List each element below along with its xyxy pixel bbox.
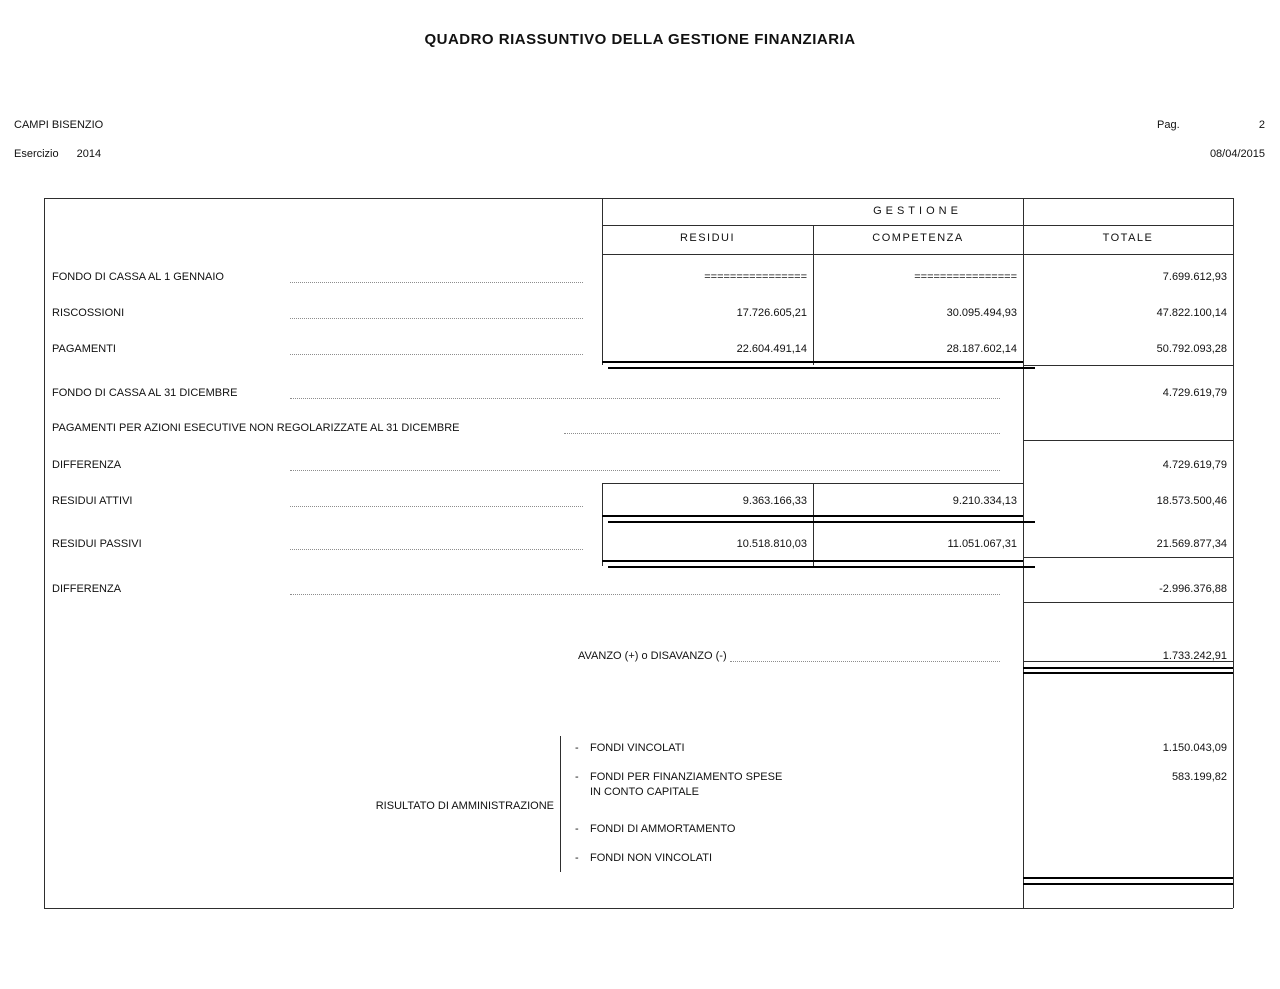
- esercizio-line: [14, 145, 101, 163]
- entity-name: CAMPI BISENZIO: [14, 119, 104, 131]
- leader-dots: [290, 318, 583, 319]
- cell-fondi-vincolati-totale: 1.150.043,09: [1162, 742, 1227, 754]
- cell-residui-attivi-residui: 9.363.166,33: [742, 495, 807, 507]
- group1-double-rule-bottom: [608, 367, 1035, 369]
- gestione-header-bottom-border: [602, 225, 1233, 226]
- risultato-amministrazione-label: RISULTATO DI AMMINISTRAZIONE: [375, 800, 554, 812]
- group1-double-rule-top: [602, 361, 1023, 363]
- table-right-border: [1233, 198, 1234, 908]
- cell-pagamenti-competenza: 28.187.602,14: [946, 343, 1017, 355]
- row-label-residui-attivi: RESIDUI ATTIVI: [52, 495, 133, 507]
- leader-dots: [290, 594, 1000, 595]
- cell-residui-passivi-competenza: 11.051.067,31: [947, 538, 1017, 550]
- totale-separator-1: [1023, 365, 1233, 366]
- risultato-item-fondi-ammortamento: FONDI DI AMMORTAMENTO: [590, 823, 736, 835]
- page-title: QUADRO RIASSUNTIVO DELLA GESTIONE FINANZIARIA: [424, 31, 856, 48]
- row-label-differenza-cassa: DIFFERENZA: [52, 459, 122, 471]
- cell-differenza-cassa-totale: 4.729.619,79: [1162, 459, 1227, 471]
- cell-riscossioni-residui: 17.726.605,21: [736, 307, 807, 319]
- cell-residui-passivi-residui: 10.518.810,03: [736, 538, 807, 550]
- cell-differenza-residui-totale: -2.996.376,88: [1159, 583, 1227, 595]
- cell-fondo-31-dicembre-totale: 4.729.619,79: [1162, 387, 1227, 399]
- residui-box-left-border: [602, 483, 603, 566]
- row-label-differenza-residui: DIFFERENZA: [52, 583, 122, 595]
- cell-fondo-cassa-totale: 7.699.612,93: [1162, 271, 1227, 283]
- cell-riscossioni-competenza: 30.095.494,93: [946, 307, 1017, 319]
- residui-attivi-double-rule-top: [602, 515, 1023, 517]
- cell-pagamenti-residui: 22.604.491,14: [736, 343, 807, 355]
- row-label-residui-passivi: RESIDUI PASSIVI: [52, 538, 142, 550]
- risultato-item-fondi-finanziamento-line1: FONDI PER FINANZIAMENTO SPESE: [590, 771, 783, 783]
- cell-pagamenti-totale: 50.792.093,28: [1156, 343, 1227, 355]
- table-left-border: [44, 198, 45, 908]
- column-header-totale: TOTALE: [1102, 232, 1154, 244]
- column-header-bottom-border: [602, 254, 1233, 255]
- totale-separator-3: [1023, 557, 1233, 558]
- pag-number: 2: [1258, 119, 1265, 131]
- row-label-fondo-cassa-1-gennaio: FONDO DI CASSA AL 1 GENNAIO: [52, 271, 224, 283]
- leader-dots: [290, 506, 583, 507]
- leader-dots: [730, 661, 1000, 662]
- bullet-dash: -: [575, 771, 579, 783]
- table-top-border: [44, 198, 1233, 199]
- esercizio-year: 2014: [76, 148, 102, 160]
- page-number-line: [1157, 116, 1265, 134]
- risultato-item-fondi-vincolati: FONDI VINCOLATI: [590, 742, 685, 754]
- risultato-bracket-line: [560, 736, 561, 872]
- table-bottom-border: [44, 908, 1233, 909]
- residui-attivi-double-rule-bottom: [608, 521, 1035, 523]
- risultato-double-rule-top: [1023, 877, 1233, 879]
- cell-avanzo-totale: 1.733.242,91: [1162, 650, 1227, 662]
- leader-dots: [290, 549, 583, 550]
- row-label-fondo-cassa-31-dicembre: FONDO DI CASSA AL 31 DICEMBRE: [52, 387, 238, 399]
- print-date: 08/04/2015: [1209, 148, 1265, 160]
- cell-fondo-cassa-competenza: ================: [914, 271, 1017, 283]
- pag-label: Pag.: [1157, 119, 1180, 131]
- avanzo-double-rule-bottom: [1023, 672, 1233, 674]
- cell-residui-attivi-totale: 18.573.500,46: [1156, 495, 1227, 507]
- bullet-dash: -: [575, 742, 579, 754]
- residui-column-left-border: [602, 198, 603, 365]
- bullet-dash: -: [575, 852, 579, 864]
- residui-passivi-double-rule-top: [602, 560, 1023, 562]
- totale-separator-2: [1023, 440, 1233, 441]
- leader-dots: [564, 433, 1000, 434]
- risultato-item-fondi-non-vincolati: FONDI NON VINCOLATI: [590, 852, 713, 864]
- cell-fondo-cassa-residui: ================: [704, 271, 807, 283]
- leader-dots: [290, 354, 583, 355]
- residui-passivi-double-rule-bottom: [608, 566, 1035, 568]
- esercizio-label: Esercizio: [14, 148, 59, 160]
- financial-summary-table: [44, 198, 1244, 910]
- cell-residui-attivi-competenza: 9.210.334,13: [952, 495, 1017, 507]
- gestione-group-header: GESTIONE: [873, 205, 962, 217]
- residui-box-divider: [813, 483, 814, 566]
- row-label-riscossioni: RISCOSSIONI: [52, 307, 125, 319]
- totale-column-left-border: [1023, 198, 1024, 908]
- leader-dots: [290, 470, 1000, 471]
- column-header-competenza: COMPETENZA: [872, 232, 964, 244]
- cell-riscossioni-totale: 47.822.100,14: [1156, 307, 1227, 319]
- cell-fondi-finanziamento-totale: 583.199,82: [1171, 771, 1227, 783]
- cell-residui-passivi-totale: 21.569.877,34: [1156, 538, 1227, 550]
- row-label-pagamenti: PAGAMENTI: [52, 343, 116, 355]
- bullet-dash: -: [575, 823, 579, 835]
- risultato-double-rule-bottom: [1023, 883, 1233, 885]
- risultato-item-fondi-finanziamento-line2: IN CONTO CAPITALE: [590, 786, 700, 798]
- row-label-pagamenti-azioni-esecutive: PAGAMENTI PER AZIONI ESECUTIVE NON REGOLARIZZATE AL 31 DICEMBRE: [52, 422, 460, 434]
- leader-dots: [290, 282, 583, 283]
- column-header-residui: RESIDUI: [679, 232, 736, 244]
- row-label-avanzo-disavanzo: AVANZO (+) o DISAVANZO (-): [578, 650, 727, 662]
- totale-separator-4: [1023, 602, 1233, 603]
- leader-dots: [290, 398, 1000, 399]
- avanzo-double-rule-top: [1023, 667, 1233, 669]
